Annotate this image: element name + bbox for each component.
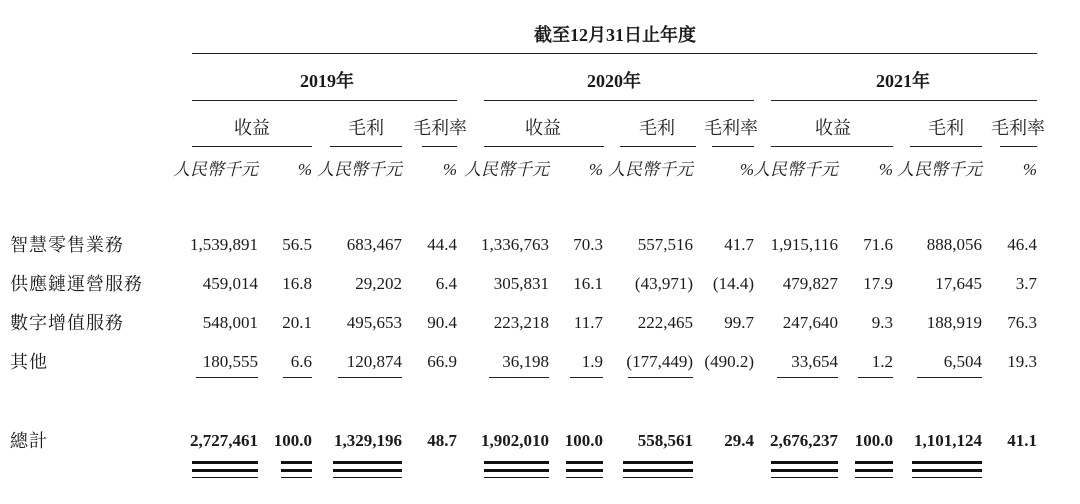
col-margin-2019: 毛利率: [413, 118, 467, 138]
period-header-rule: [192, 53, 1037, 54]
col-gross-profit-2021: 毛利: [928, 118, 964, 138]
cell-2021-revenue: 1,915,116: [770, 235, 838, 254]
cell-2019-revenue: 548,001: [202, 313, 258, 332]
cell-2020-revenue: 1,336,763: [481, 235, 549, 254]
row-label: 供應鏈運營服務: [10, 274, 143, 294]
col-revenue-2019-rule: [192, 146, 312, 147]
cell-2021-gross-profit: 888,056: [926, 235, 982, 254]
subtotal-rule-2021-rev: [777, 377, 838, 378]
subtotal-rule-2019-rev: [196, 377, 258, 378]
total-double-rule-2021-gp-lower: [912, 469, 982, 472]
total-double-rule-2019-pct: [281, 461, 312, 464]
cell-2019-revenue-pct: 20.1: [282, 313, 312, 332]
cell-2019-revenue: 180,555: [202, 352, 258, 371]
total-double-rule-2021-gp: [912, 461, 982, 464]
row-label: 其他: [10, 352, 48, 372]
cell-2019-revenue-pct: 16.8: [282, 274, 312, 293]
cell-2021-margin: 19.3: [1007, 352, 1037, 371]
unit-rmb-2020-rev: 人民幣千元: [464, 160, 549, 179]
cell-2021-revenue: 33,654: [791, 352, 838, 371]
subtotal-rule-2020-gp: [628, 377, 693, 378]
cell-2020-revenue-pct: 11.7: [573, 313, 603, 332]
subtotal-rule-2020-pct: [570, 377, 603, 378]
unit-pct-2021-rev: %: [878, 160, 893, 179]
cell-2019-revenue: 1,539,891: [190, 235, 258, 254]
cell-2020-revenue-pct: 16.1: [573, 274, 603, 293]
cell-2021-revenue: 247,640: [782, 313, 838, 332]
total-2020-margin: 29.4: [724, 431, 754, 450]
total-double-rule-2020-rev-lower: [484, 469, 549, 472]
total-2021-revenue: 2,676,237: [770, 431, 838, 450]
total-double-rule-2019-pct-lower: [281, 469, 312, 472]
cell-2019-gross-profit: 683,467: [346, 235, 402, 254]
unit-pct-2019-rev: %: [297, 160, 312, 179]
cell-2020-margin: 99.7: [724, 313, 754, 332]
total-2019-revenue-pct: 100.0: [273, 431, 312, 450]
total-double-rule-2019-rev: [192, 461, 258, 464]
unit-pct-2020-margin: %: [739, 160, 754, 179]
cell-2020-revenue-pct: 70.3: [573, 235, 603, 254]
total-2019-margin: 48.7: [427, 431, 457, 450]
cell-2019-gross-profit: 29,202: [355, 274, 402, 293]
col-margin-2020: 毛利率: [704, 118, 758, 138]
cell-2021-margin: 76.3: [1007, 313, 1037, 332]
unit-rmb-2020-gp: 人民幣千元: [608, 160, 693, 179]
total-double-rule-2019-rev-lower: [192, 469, 258, 472]
cell-2020-gross-profit: (177,449): [626, 352, 693, 371]
cell-2020-gross-profit: 222,465: [637, 313, 693, 332]
total-2019-revenue: 2,727,461: [190, 431, 258, 450]
total-double-rule-2020-gp-base: [623, 477, 693, 478]
cell-2021-revenue: 479,827: [782, 274, 838, 293]
year-2019-rule: [192, 100, 457, 101]
cell-2019-margin: 66.9: [427, 352, 457, 371]
total-double-rule-2020-rev: [484, 461, 549, 464]
unit-pct-2020-rev: %: [588, 160, 603, 179]
cell-2020-margin: (490.2): [704, 352, 754, 371]
unit-rmb-2021-rev: 人民幣千元: [753, 160, 838, 179]
cell-2021-margin: 46.4: [1007, 235, 1037, 254]
cell-2019-margin: 90.4: [427, 313, 457, 332]
cell-2019-margin: 44.4: [427, 235, 457, 254]
total-double-rule-2019-gp-base: [333, 477, 402, 478]
total-double-rule-2020-pct-base: [566, 477, 603, 478]
subtotal-rule-2019-pct: [283, 377, 312, 378]
total-double-rule-2019-rev-base: [192, 477, 258, 478]
col-gross-profit-2019-rule: [330, 146, 402, 147]
cell-2019-gross-profit: 120,874: [346, 352, 402, 371]
col-margin-2019-rule: [422, 146, 457, 147]
row-label-total: 總計: [10, 431, 48, 451]
cell-2021-gross-profit: 6,504: [943, 352, 982, 371]
cell-2021-gross-profit: 17,645: [935, 274, 982, 293]
year-2020-rule: [484, 100, 754, 101]
total-2020-gross-profit: 558,561: [637, 431, 693, 450]
cell-2021-revenue-pct: 9.3: [871, 313, 893, 332]
col-gross-profit-2019: 毛利: [348, 118, 384, 138]
col-revenue-2020: 收益: [525, 118, 561, 138]
col-gross-profit-2020: 毛利: [639, 118, 675, 138]
year-2021-rule: [771, 100, 1037, 101]
col-gross-profit-2021-rule: [910, 146, 982, 147]
col-margin-2020-rule: [712, 146, 754, 147]
col-gross-profit-2020-rule: [620, 146, 696, 147]
cell-2020-revenue: 305,831: [493, 274, 549, 293]
total-double-rule-2020-gp: [623, 461, 693, 464]
year-2019-header: 2019年: [300, 71, 354, 91]
total-double-rule-2021-rev: [771, 461, 838, 464]
subtotal-rule-2021-pct: [858, 377, 893, 378]
unit-rmb-2019-rev: 人民幣千元: [173, 160, 258, 179]
cell-2019-margin: 6.4: [435, 274, 457, 293]
cell-2020-revenue: 223,218: [493, 313, 549, 332]
cell-2020-margin: (14.4): [712, 274, 754, 293]
cell-2020-revenue: 36,198: [502, 352, 549, 371]
cell-2021-margin: 3.7: [1015, 274, 1037, 293]
col-margin-2021-rule: [1000, 146, 1037, 147]
total-double-rule-2021-gp-base: [912, 477, 982, 478]
cell-2021-gross-profit: 188,919: [926, 313, 982, 332]
row-label: 數字增值服務: [10, 313, 124, 333]
col-revenue-2020-rule: [484, 146, 604, 147]
total-double-rule-2021-pct: [855, 461, 893, 464]
total-double-rule-2019-gp-lower: [333, 469, 402, 472]
cell-2019-revenue-pct: 6.6: [290, 352, 312, 371]
unit-rmb-2021-gp: 人民幣千元: [897, 160, 982, 179]
total-double-rule-2020-gp-lower: [623, 469, 693, 472]
total-double-rule-2019-pct-base: [281, 477, 312, 478]
total-double-rule-2021-rev-base: [771, 477, 838, 478]
col-revenue-2021-rule: [771, 146, 893, 147]
cell-2020-revenue-pct: 1.9: [581, 352, 603, 371]
period-header: 截至12月31日止年度: [534, 25, 696, 45]
total-2019-gross-profit: 1,329,196: [334, 431, 402, 450]
col-margin-2021: 毛利率: [991, 118, 1045, 138]
total-double-rule-2020-rev-base: [484, 477, 549, 478]
unit-pct-2019-margin: %: [442, 160, 457, 179]
unit-rmb-2019-gp: 人民幣千元: [317, 160, 402, 179]
total-double-rule-2020-pct-lower: [566, 469, 603, 472]
col-revenue-2021: 收益: [815, 118, 851, 138]
total-2021-margin: 41.1: [1007, 431, 1037, 450]
cell-2021-revenue-pct: 17.9: [863, 274, 893, 293]
subtotal-rule-2019-gp: [338, 377, 402, 378]
total-2020-revenue: 1,902,010: [481, 431, 549, 450]
total-double-rule-2021-rev-lower: [771, 469, 838, 472]
year-2021-header: 2021年: [876, 71, 930, 91]
subtotal-rule-2021-gp: [917, 377, 982, 378]
cell-2019-revenue: 459,014: [202, 274, 258, 293]
total-2021-revenue-pct: 100.0: [854, 431, 893, 450]
cell-2019-gross-profit: 495,653: [346, 313, 402, 332]
total-double-rule-2021-pct-lower: [855, 469, 893, 472]
cell-2020-gross-profit: (43,971): [634, 274, 693, 293]
cell-2021-revenue-pct: 71.6: [863, 235, 893, 254]
unit-pct-2021-margin: %: [1022, 160, 1037, 179]
total-2021-gross-profit: 1,101,124: [914, 431, 982, 450]
cell-2019-revenue-pct: 56.5: [282, 235, 312, 254]
total-double-rule-2020-pct: [566, 461, 603, 464]
total-double-rule-2019-gp: [333, 461, 402, 464]
subtotal-rule-2020-rev: [489, 377, 549, 378]
total-double-rule-2021-pct-base: [855, 477, 893, 478]
cell-2021-revenue-pct: 1.2: [871, 352, 893, 371]
cell-2020-margin: 41.7: [724, 235, 754, 254]
col-revenue-2019: 收益: [234, 118, 270, 138]
cell-2020-gross-profit: 557,516: [637, 235, 693, 254]
total-2020-revenue-pct: 100.0: [564, 431, 603, 450]
year-2020-header: 2020年: [587, 71, 641, 91]
row-label: 智慧零售業務: [10, 235, 124, 255]
